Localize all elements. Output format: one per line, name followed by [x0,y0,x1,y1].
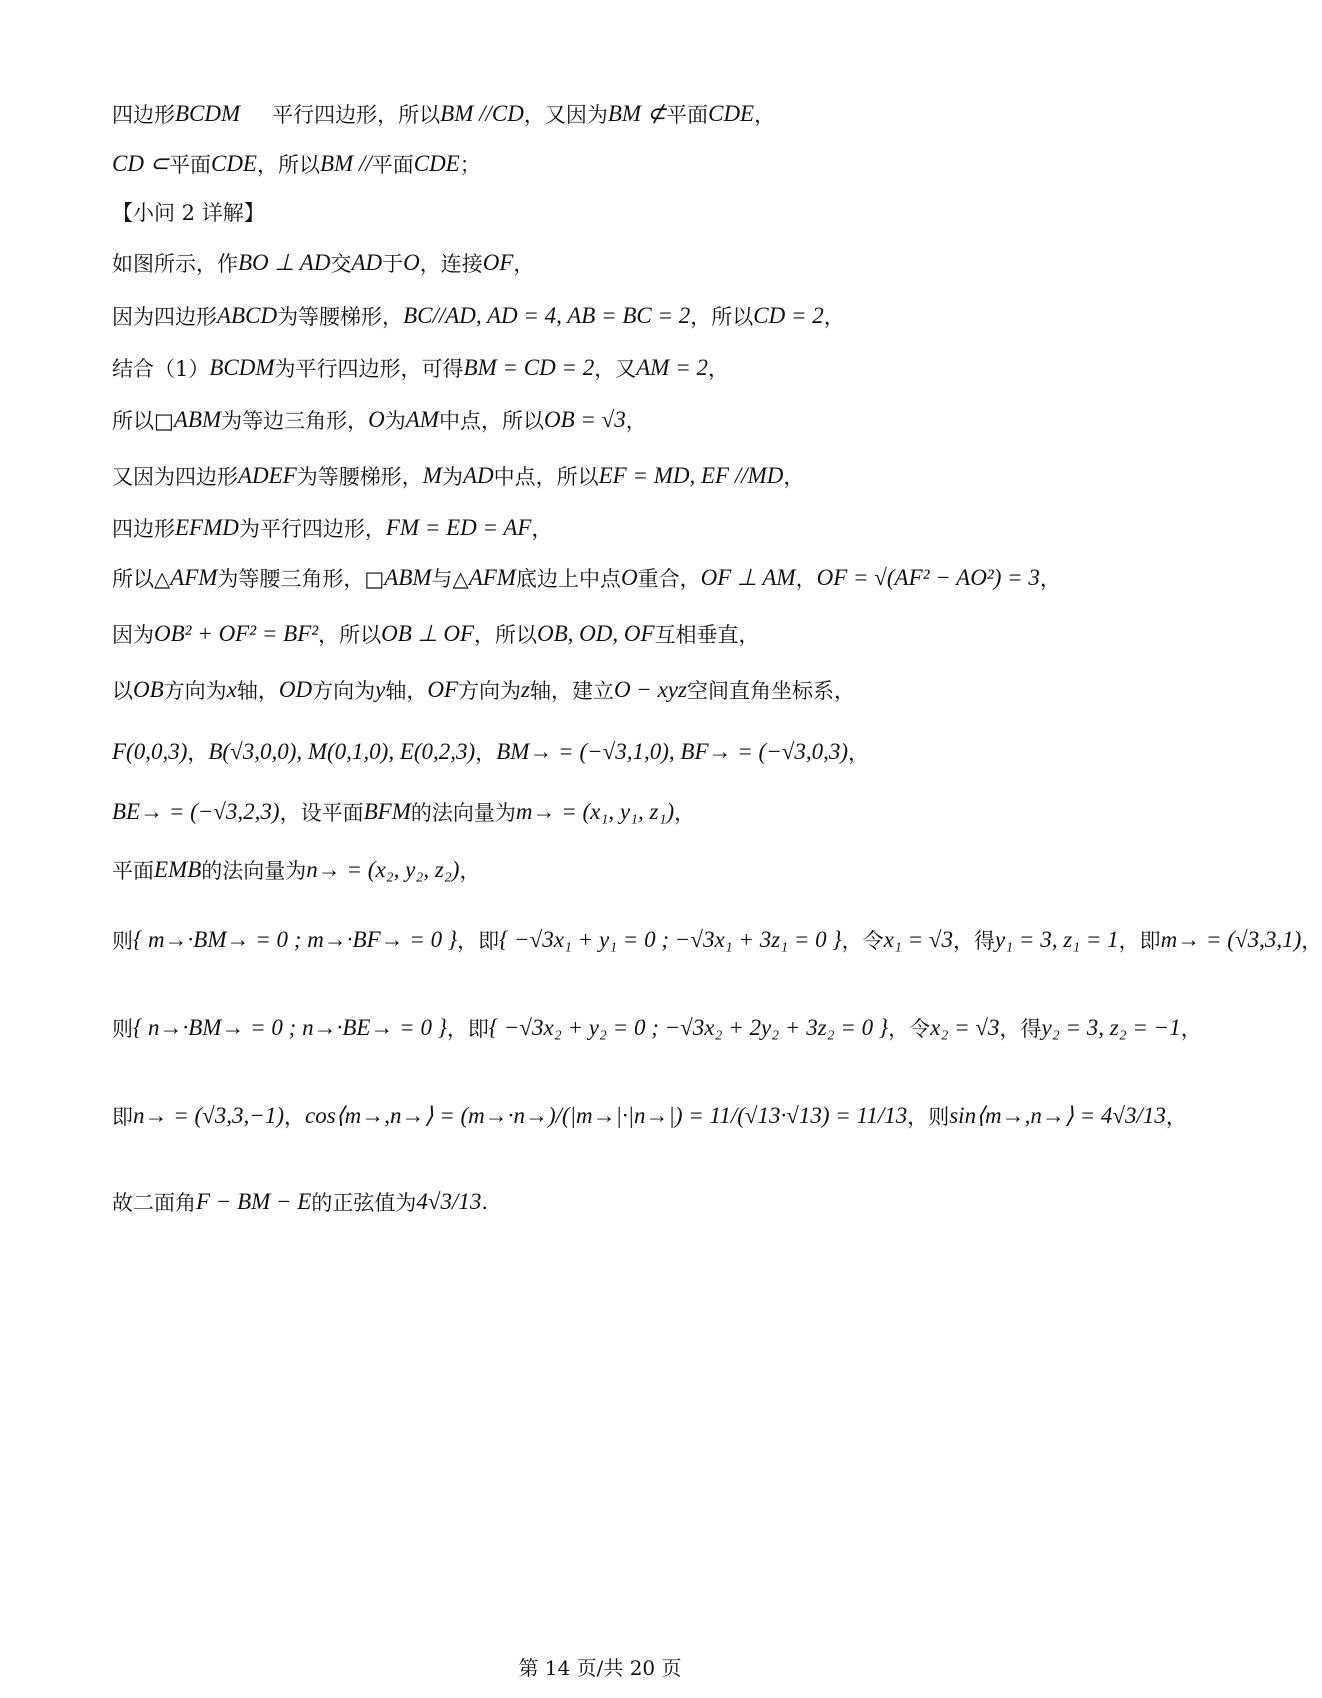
body-text: 为等边三角形， [221,409,369,433]
solution-line-l13 [112,722,869,782]
math-expression: ABM [384,565,432,590]
math-expression: y [375,677,386,702]
body-text: 平面 [112,859,154,883]
math-expression: BM→ = (−√3,1,0), BF→ = (−√3,0,3) [496,739,848,764]
body-text: ，得 [952,929,995,953]
body-text: ，即 [457,929,500,953]
body-text: 因为 [112,623,154,647]
math-expression: OB² + OF² = BF² [154,621,319,646]
math-expression: OB [133,677,164,702]
body-text: . [481,1190,489,1214]
body-text: 方向为 [312,679,376,703]
body-text: 与△ [431,567,469,591]
solution-line-l18 [112,1086,1187,1146]
math-expression: x₂ = √3 [930,1015,1000,1040]
math-expression: BE→ = (−√3,2,3) [112,799,280,824]
math-expression: AFM [170,565,218,590]
body-text: 为等腰三角形，□ [217,567,385,591]
body-text: ，则 [907,1105,950,1129]
body-text: ，所以 [318,623,382,647]
body-text: ，令 [841,929,884,953]
body-text: ， [513,252,535,276]
math-expression: CDE [413,151,460,176]
body-text: ， [754,103,776,127]
body-text: 则 [112,1017,133,1041]
math-expression: AM = 2 [636,355,708,380]
body-text: 中点，所以 [438,409,544,433]
body-text: ，即 [1118,929,1161,953]
math-expression: CD = 2 [753,303,824,328]
math-expression: { −√3x₁ + y₁ = 0 ; −√3x₁ + 3z₁ = 0 } [499,927,842,952]
body-text: 的法向量为 [201,859,307,883]
body-text: ， [187,741,209,765]
math-expression: n→ = (x₂, y₂, z₂) [306,857,460,882]
body-text: 为平行四边形，可得 [274,357,464,381]
math-expression: BM // [319,151,372,176]
body-text: ，令 [888,1017,931,1041]
math-expression: BO ⊥ AD [238,250,331,275]
solution-line-l19 [112,1172,488,1232]
solution-line-l6 [112,338,729,398]
body-text: 的法向量为 [410,801,516,825]
body-text: ， [795,567,817,591]
body-text: 为平行四边形， [238,517,386,541]
math-expression: OF [427,677,459,702]
math-expression: BCDM [209,355,275,380]
body-text: ，所以 [690,305,754,329]
math-expression: EFMD [175,515,239,540]
math-expression: { m→·BM→ = 0 ; m→·BF→ = 0 } [133,927,458,952]
body-text: 平面 [666,103,709,127]
body-text: 轴， [385,679,428,703]
math-expression: cos⟨m→,n→⟩ = (m→·n→)/(|m→|·|n→|) = 11/(√13·√13) = 11/13 [304,1103,908,1128]
body-text: 平面 [168,153,211,177]
math-expression: AD [462,463,494,488]
math-expression: z [521,677,530,702]
body-text: ，即 [446,1017,489,1041]
math-expression: OF [482,250,514,275]
body-text: 中点，所以 [493,465,599,489]
body-text: ，所以 [256,153,320,177]
body-text: 为 [384,409,406,433]
solution-line-l5 [112,286,845,346]
math-expression: BCDM [175,101,241,126]
math-expression: m→ = (√3,3,1) [1160,927,1302,952]
math-expression: m→ = (x₁, y₁, z₁) [515,799,675,824]
math-expression: x₁ = √3 [883,927,953,952]
body-text: 则 [112,929,133,953]
solution-line-l12 [112,660,855,720]
body-text: ， [459,859,481,883]
math-expression: 4√3/13 [416,1189,482,1214]
math-expression: BC//AD, AD = 4, AB = BC = 2 [403,303,691,328]
page-footer [0,1652,1200,1681]
math-expression: n→ = (√3,3,−1) [133,1103,284,1128]
body-text: ， [1165,1105,1187,1129]
solution-line-l4 [112,233,534,293]
math-expression: M [422,463,442,488]
body-text: 方向为 [163,679,227,703]
math-expression: EF = MD, EF //MD [598,463,784,488]
body-text: 即 [112,1105,133,1129]
body-text: ， [625,409,647,433]
body-text: 故二面角 [112,1191,196,1215]
math-expression: FM = ED = AF [385,515,532,540]
body-text: ， [283,1105,305,1129]
body-text: ， [1180,1017,1202,1041]
body-text: ， [674,801,696,825]
page-number: 第 14 页/共 20 页 [518,1656,682,1680]
math-expression: OB ⊥ OF [381,621,475,646]
body-text: 底边上中点 [515,567,621,591]
body-text: 结合（1） [112,357,210,381]
solution-line-l15 [112,840,480,900]
math-expression: BM = CD = 2 [463,355,595,380]
body-text: 的正弦值为 [311,1191,417,1215]
math-expression: AD [351,250,383,275]
math-expression: CDE [708,101,755,126]
body-text: ，设平面 [279,801,364,825]
math-expression: { −√3x₂ + y₂ = 0 ; −√3x₂ + 2y₂ + 3z₂ = 0 } [488,1015,889,1040]
body-text: 为等腰梯形， [296,465,423,489]
body-text: 平面 [371,153,414,177]
body-text: ，所以 [474,623,538,647]
body-text: ， [848,741,869,765]
body-text: 空间直角坐标系， [686,679,855,703]
body-text: 于 [382,252,404,276]
body-text: 四边形 [112,103,175,127]
body-text: ，又因为 [523,103,608,127]
body-text: ， [475,741,497,765]
body-text: 互相垂直， [654,623,760,647]
solution-line-l11 [112,604,760,664]
math-expression: AFM [468,565,516,590]
body-text: 又因为四边形 [112,465,238,489]
math-expression: sin⟨m→,n→⟩ = 4√3/13 [949,1103,1166,1128]
math-expression: B(√3,0,0), M(0,1,0), E(0,2,3) [208,739,476,764]
body-text: ， [1301,929,1322,953]
body-text: ， [707,357,729,381]
body-text: ， [1039,567,1061,591]
body-text: 因为四边形 [112,305,217,329]
math-expression: BM //CD [440,101,524,126]
body-text: 为 [441,465,463,489]
math-expression: O [368,407,385,432]
body-text: ，连接 [419,252,483,276]
body-text: ， [531,517,553,541]
math-expression: ABCD [217,303,278,328]
solution-line-l14 [112,782,695,842]
math-expression: EMB [154,857,202,882]
math-expression: CD ⊂ [112,151,169,176]
solution-line-l16 [112,910,1322,970]
body-text: ， [783,465,805,489]
math-expression: F − BM − E [196,1189,312,1214]
body-text: 交 [330,252,352,276]
math-expression: { n→·BM→ = 0 ; n→·BE→ = 0 } [133,1015,447,1040]
math-expression: OB, OD, OF [537,621,655,646]
body-text: 四边形 [112,517,175,541]
body-text: ，得 [999,1017,1042,1041]
math-expression: BFM [363,799,411,824]
body-text: 所以△ [112,567,171,591]
math-expression: O − xyz [613,677,687,702]
solution-line-l10 [112,548,1061,608]
body-text: ； [459,153,481,177]
solution-line-l8 [112,446,804,506]
body-text: 方向为 [458,679,522,703]
body-text: 平行四边形，所以 [272,103,441,127]
math-expression: x [226,677,237,702]
solution-line-l7 [112,390,647,450]
math-expression: OF ⊥ AM [700,565,796,590]
body-text: ， [823,305,845,329]
math-expression: O [620,565,638,590]
body-text: ，又 [594,357,637,381]
math-expression: BM ⊄ [607,101,667,126]
body-text: 如图所示，作 [112,252,238,276]
body-text: 重合， [637,567,701,591]
body-text: 以 [112,679,133,703]
math-expression: O [403,250,420,275]
body-text: 为等腰梯形， [277,305,404,329]
math-expression: AM [405,407,439,432]
body-text: 轴，建立 [529,679,614,703]
body-text: 轴， [236,679,279,703]
math-expression: CDE [210,151,257,176]
math-expression: ABM [173,407,222,432]
math-expression: F(0,0,3) [112,739,188,764]
math-expression: y₁ = 3, z₁ = 1 [994,927,1119,952]
math-expression: OD [278,677,313,702]
math-expression: ADEF [238,463,297,488]
solution-line-l17 [112,998,1202,1058]
body-text: 所以□ [112,409,174,433]
math-expression: OF = √(AF² − AO²) = 3 [816,565,1040,590]
body-text: 【小问 2 详解】 [112,201,265,225]
math-expression: y₂ = 3, z₂ = −1 [1041,1015,1181,1040]
math-expression: OB = √3 [543,407,626,432]
